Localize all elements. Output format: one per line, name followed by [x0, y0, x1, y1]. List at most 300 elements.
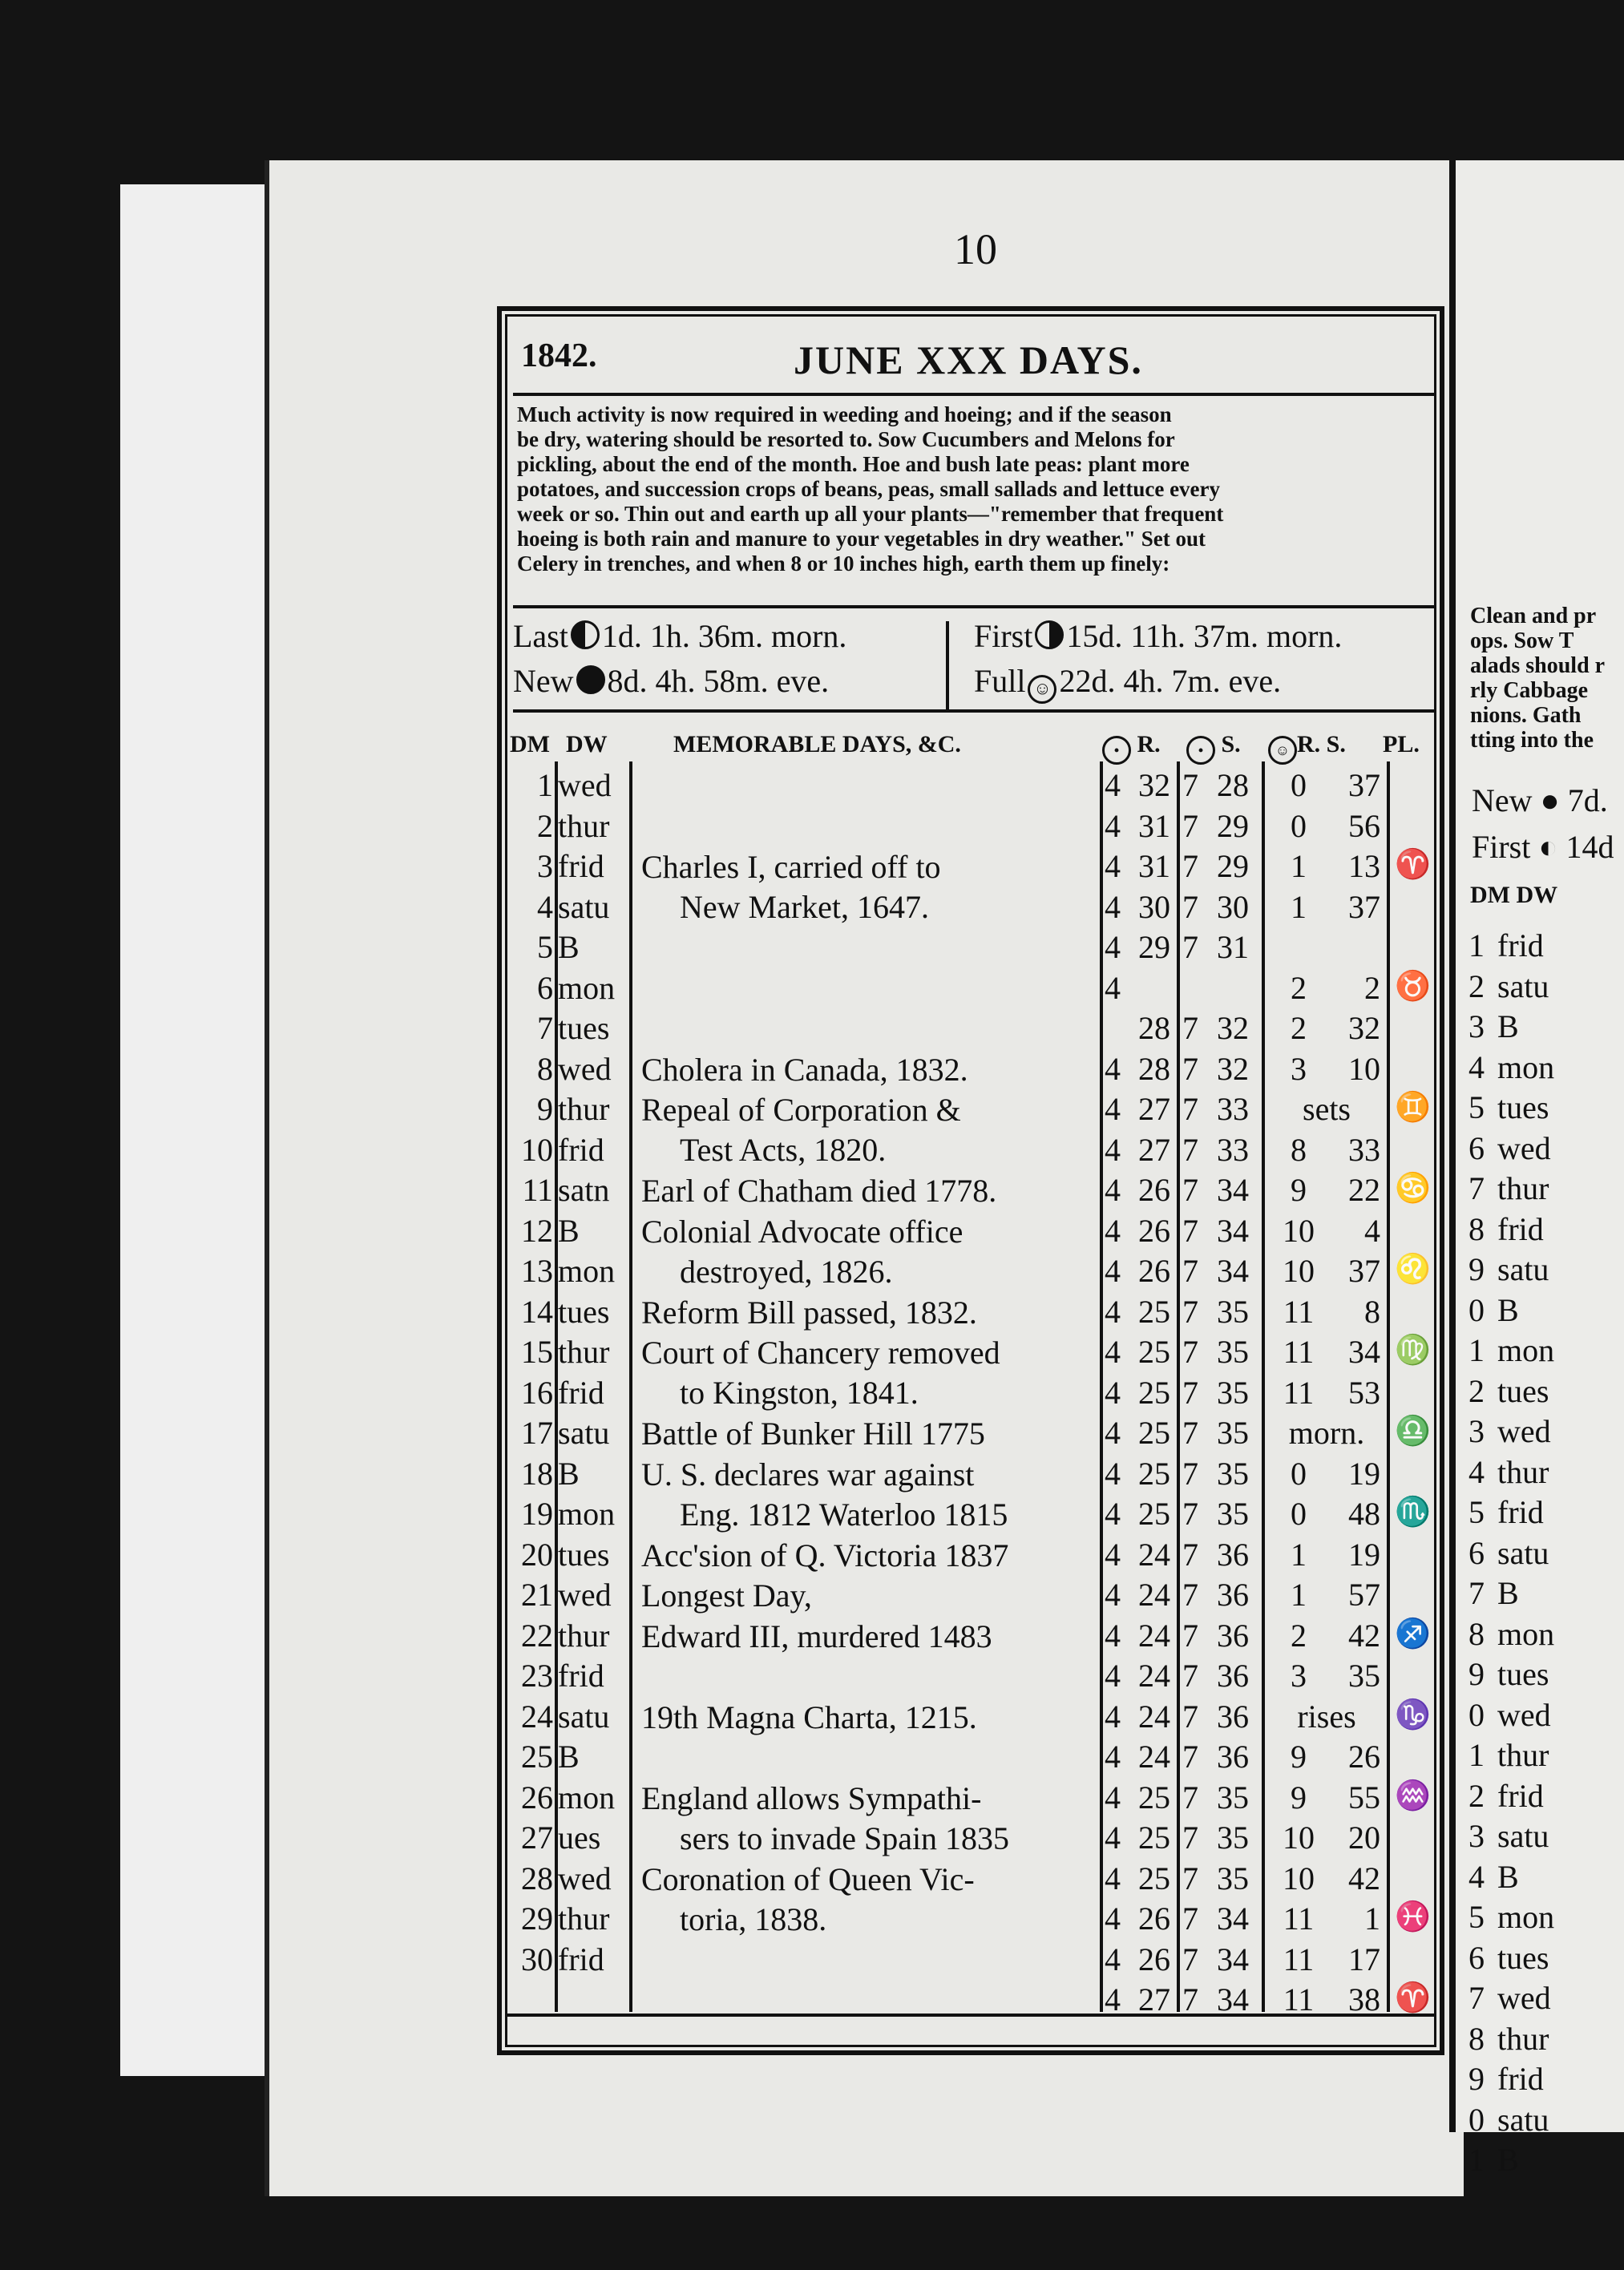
cell-rh: 4 [1105, 1536, 1121, 1573]
cell-sm: 29 [1217, 807, 1249, 844]
event-line: Acc'sion of Q. Victoria 1837 [641, 1537, 1009, 1573]
table-row [505, 807, 1435, 847]
moon-phases [513, 617, 1435, 713]
event-line: Test Acts, 1820. [680, 1132, 887, 1168]
col-header-dm: DM [510, 731, 550, 757]
memorable-event [641, 1212, 1098, 1292]
new-moon-icon [576, 665, 605, 694]
cell-rh: 4 [1105, 1941, 1121, 1977]
cell-rh: 4 [1105, 807, 1121, 844]
right-cell-dw: B [1497, 1008, 1519, 1044]
cell-sm: 31 [1217, 929, 1249, 965]
event-line: Battle of Bunker Hill 1775 [641, 1416, 985, 1452]
right-cell-dw: B [1497, 1575, 1519, 1611]
cell-mh: 9 [1291, 1172, 1307, 1208]
cell-pl: ♈ [1395, 1981, 1431, 2014]
cell-dm: 22 [521, 1617, 553, 1654]
gardening-intro [517, 402, 1431, 576]
memorable-event [641, 1414, 1098, 1454]
cell-sh: 7 [1182, 1698, 1198, 1735]
cell-sh: 7 [1182, 1577, 1198, 1613]
right-cell-dm: 1 [1468, 1737, 1485, 1773]
right-cell-dm: 7 [1468, 1575, 1485, 1611]
cell-dm: 6 [537, 969, 553, 1006]
cell-sm: 36 [1217, 1739, 1249, 1775]
cell-dw: thur [558, 1334, 610, 1370]
right-cell-dm: 0 [1468, 2101, 1485, 2138]
cell-rm: 25 [1138, 1334, 1170, 1370]
cell-mm: 1 [1364, 1900, 1380, 1937]
memorable-event [641, 847, 1098, 927]
event-line: New Market, 1647. [680, 889, 930, 925]
col-header-dw: DW [566, 731, 608, 757]
cell-pl: ♉ [1395, 969, 1431, 1002]
event-line: U. S. declares war against [641, 1456, 975, 1492]
right-cell-dw: frid [1497, 1210, 1544, 1247]
table-row [505, 969, 1435, 1009]
right-cell-dw: satu [1497, 1818, 1549, 1854]
cell-sm: 35 [1217, 1860, 1249, 1896]
cell-mh: 10 [1283, 1253, 1315, 1289]
cell-mm: 48 [1348, 1496, 1380, 1532]
memorable-event [641, 1779, 1098, 1859]
cell-sh: 7 [1182, 1617, 1198, 1654]
cell-dm: 20 [521, 1536, 553, 1573]
page-number: 10 [954, 225, 997, 273]
cell-mm: 10 [1348, 1050, 1380, 1087]
cell-sh: 7 [1182, 807, 1198, 844]
cell-dw: tues [558, 1293, 610, 1330]
right-cell-dw: mon [1497, 1332, 1555, 1368]
intro-line: Much activity is now required in weeding and hoeing; and if the season [517, 402, 1172, 426]
cell-dm: 9 [537, 1091, 553, 1127]
cell-dw: B [558, 1212, 580, 1249]
cell-moon-event: morn. [1288, 1415, 1365, 1451]
cell-rh: 4 [1105, 1900, 1121, 1937]
right-cell-dm: 2 [1468, 967, 1485, 1004]
cell-dm: 21 [521, 1577, 553, 1613]
cell-mh: 10 [1283, 1820, 1315, 1856]
cell-sm: 29 [1217, 848, 1249, 884]
cell-mh: 11 [1283, 1941, 1315, 1977]
cell-sm: 36 [1217, 1658, 1249, 1694]
cell-rh: 4 [1105, 1860, 1121, 1896]
cell-dm: 2 [537, 807, 553, 844]
cell-sh: 7 [1182, 1212, 1198, 1249]
cell-mm: 33 [1348, 1131, 1380, 1168]
table-row [505, 766, 1435, 806]
cell-rm: 25 [1138, 1415, 1170, 1451]
event-line: Eng. 1812 Waterloo 1815 [680, 1496, 1008, 1533]
cell-mh: 3 [1291, 1050, 1307, 1087]
cell-rh: 4 [1105, 1779, 1121, 1816]
cell-dw: wed [558, 767, 612, 803]
cell-sh: 7 [1182, 1941, 1198, 1977]
cell-mm: 13 [1348, 848, 1380, 884]
cell-sm: 36 [1217, 1536, 1249, 1573]
cell-rh: 4 [1105, 1981, 1121, 2018]
cell-sh: 7 [1182, 1658, 1198, 1694]
phase-last-text: 1d. 1h. 36m. morn. [601, 618, 847, 654]
cell-mh: 1 [1291, 1536, 1307, 1573]
cell-rm: 28 [1138, 1010, 1170, 1046]
cell-dm: 26 [521, 1779, 553, 1816]
cell-dm: 28 [521, 1860, 553, 1896]
cell-mm: 19 [1348, 1536, 1380, 1573]
cell-dw: satu [558, 888, 610, 925]
right-cell-dm: 3 [1468, 1413, 1485, 1449]
cell-rm: 24 [1138, 1536, 1170, 1573]
cell-dm: 19 [521, 1496, 553, 1532]
cell-sh: 7 [1182, 1860, 1198, 1896]
cell-dm: 7 [537, 1010, 553, 1046]
cell-sm: 34 [1217, 1212, 1249, 1249]
cell-dm: 23 [521, 1658, 553, 1694]
cell-rm: 25 [1138, 1455, 1170, 1492]
right-cell-dm: 0 [1468, 1291, 1485, 1328]
table-row [505, 1941, 1435, 1981]
cell-sm: 35 [1217, 1496, 1249, 1532]
cell-sm: 32 [1217, 1050, 1249, 1087]
cell-dm: 3 [537, 848, 553, 884]
cell-pl: ♋ [1395, 1172, 1431, 1204]
cell-rh: 4 [1105, 1172, 1121, 1208]
right-cell-dw: satu [1497, 1534, 1549, 1571]
right-cell-dm: 5 [1468, 1494, 1485, 1530]
cell-mm: 8 [1364, 1293, 1380, 1330]
cell-mm: 38 [1348, 1981, 1380, 2018]
event-line: Cholera in Canada, 1832. [641, 1051, 968, 1088]
cell-mh: 3 [1291, 1658, 1307, 1694]
cell-mh: 10 [1283, 1860, 1315, 1896]
cell-sh: 7 [1182, 1334, 1198, 1370]
cell-rm: 25 [1138, 1374, 1170, 1411]
cell-mh: 1 [1291, 1577, 1307, 1613]
cell-sh: 7 [1182, 1820, 1198, 1856]
cell-pl: ♐ [1395, 1617, 1431, 1650]
cell-sm: 36 [1217, 1617, 1249, 1654]
cell-rh: 4 [1105, 929, 1121, 965]
event-line: destroyed, 1826. [680, 1253, 893, 1290]
right-cell-dw: tues [1497, 1656, 1549, 1692]
cell-sh: 7 [1182, 1779, 1198, 1816]
event-line: Repeal of Corporation & [641, 1092, 961, 1128]
cell-mm: 4 [1364, 1212, 1380, 1249]
cell-dm: 10 [521, 1131, 553, 1168]
cell-sh: 7 [1182, 1050, 1198, 1087]
cell-rm: 24 [1138, 1617, 1170, 1654]
cell-mm: 53 [1348, 1374, 1380, 1411]
right-cell-dm: 7 [1468, 1980, 1485, 2016]
right-cell-dm: 5 [1468, 1089, 1485, 1125]
cell-dw: mon [558, 1779, 616, 1816]
right-cell-dw: satu [1497, 2101, 1549, 2138]
cell-mh: 0 [1291, 807, 1307, 844]
cell-dw: thur [558, 1617, 610, 1654]
cell-sh: 7 [1182, 929, 1198, 965]
cell-rh: 4 [1105, 1415, 1121, 1451]
cell-sm: 35 [1217, 1293, 1249, 1330]
cell-mm: 22 [1348, 1172, 1380, 1208]
cell-dm: 13 [521, 1253, 553, 1289]
memorable-event [641, 1617, 1098, 1657]
phases-rule [513, 709, 1435, 713]
right-intro-line: Clean and pr [1470, 604, 1597, 628]
memorable-event [641, 1698, 1098, 1738]
sun-icon: • [1102, 736, 1131, 765]
cell-rh: 4 [1105, 1253, 1121, 1289]
cell-rh: 4 [1105, 1617, 1121, 1654]
cell-rh: 4 [1105, 1050, 1121, 1087]
cell-pl: ♎ [1395, 1415, 1431, 1447]
cell-rm: 28 [1138, 1050, 1170, 1087]
cell-sh: 7 [1182, 1739, 1198, 1775]
cell-rm: 26 [1138, 1941, 1170, 1977]
cell-rm: 25 [1138, 1293, 1170, 1330]
cell-sm: 34 [1217, 1941, 1249, 1977]
cell-sm: 34 [1217, 1253, 1249, 1289]
cell-rh: 4 [1105, 1091, 1121, 1127]
cell-dw: mon [558, 1496, 616, 1532]
cell-sm: 33 [1217, 1131, 1249, 1168]
cell-dw: B [558, 1739, 580, 1775]
cell-rm: 29 [1138, 929, 1170, 965]
cell-sm: 35 [1217, 1415, 1249, 1451]
right-page-phases [1472, 778, 1614, 870]
cell-rh: 4 [1105, 1455, 1121, 1492]
cell-dw: mon [558, 1253, 616, 1289]
cell-mm: 34 [1348, 1334, 1380, 1370]
cell-sh: 7 [1182, 1253, 1198, 1289]
cell-rm: 24 [1138, 1577, 1170, 1613]
phase-last-label: Last [513, 618, 568, 654]
cell-mh: 11 [1283, 1900, 1315, 1937]
cell-rm: 26 [1138, 1172, 1170, 1208]
cell-mm: 42 [1348, 1617, 1380, 1654]
right-phase-line: New ● 7d. [1472, 782, 1608, 818]
cell-mh: 0 [1291, 767, 1307, 803]
cell-sh: 7 [1182, 1131, 1198, 1168]
intro-line: week or so. Thin out and earth up all your plants—"remember that frequent [517, 502, 1224, 526]
right-cell-dw: B [1497, 1858, 1519, 1895]
right-cell-dw: B [1497, 1291, 1519, 1328]
cell-dw: thur [558, 1900, 610, 1937]
cell-dw: wed [558, 1860, 612, 1896]
event-line: Charles I, carried off to [641, 849, 941, 885]
intro-line: potatoes, and succession crops of beans, peas, small sallads and lettuce every [517, 477, 1221, 501]
cell-sm: 32 [1217, 1010, 1249, 1046]
col-header-planet: PL. [1383, 731, 1420, 757]
cell-sh: 7 [1182, 848, 1198, 884]
cell-dw: frid [558, 1941, 604, 1977]
right-cell-dm: 9 [1468, 1251, 1485, 1287]
right-cell-dw: tues [1497, 1372, 1549, 1409]
right-cell-dw: thur [1497, 1453, 1549, 1490]
cell-mm: 2 [1364, 969, 1380, 1006]
right-cell-dw: satu [1497, 967, 1549, 1004]
phase-new-label: New [513, 663, 574, 699]
table-row [505, 928, 1435, 968]
right-intro-line: rly Cabbage [1470, 678, 1588, 703]
cell-rm: 31 [1138, 807, 1170, 844]
cell-dm: 18 [521, 1455, 553, 1492]
right-cell-dw: wed [1497, 1696, 1551, 1733]
cell-sm: 36 [1217, 1577, 1249, 1613]
event-line: sers to invade Spain 1835 [680, 1820, 1010, 1856]
right-cell-dm: 8 [1468, 1615, 1485, 1652]
cell-dw: frid [558, 1374, 604, 1411]
cell-sh: 7 [1182, 1455, 1198, 1492]
cell-dw: frid [558, 848, 604, 884]
cell-rm: 25 [1138, 1496, 1170, 1532]
phase-full-text: 22d. 4h. 7m. eve. [1059, 663, 1282, 699]
right-cell-dm: 2 [1468, 1372, 1485, 1409]
event-line: Earl of Chatham died 1778. [641, 1173, 997, 1209]
col-header-sunrise-label: R. [1137, 731, 1161, 757]
first-quarter-icon [1035, 620, 1064, 649]
cell-rh: 4 [1105, 1496, 1121, 1532]
right-cell-dw: thur [1497, 2020, 1549, 2057]
memorable-event [641, 1333, 1098, 1413]
event-line: England allows Sympathi- [641, 1779, 982, 1816]
cell-dw: wed [558, 1577, 612, 1613]
right-cell-dm: 1 [1468, 1332, 1485, 1368]
memorable-event [641, 1293, 1098, 1333]
cell-dm: 14 [521, 1293, 553, 1330]
cell-rm: 26 [1138, 1253, 1170, 1289]
cell-dm: 15 [521, 1334, 553, 1370]
cell-mm: 55 [1348, 1779, 1380, 1816]
right-cell-dw: satu [1497, 1251, 1549, 1287]
cell-pl: ♒ [1395, 1779, 1431, 1812]
cell-pl: ♓ [1395, 1900, 1431, 1933]
right-page-intro [1470, 604, 1605, 753]
right-cell-dm: 5 [1468, 1899, 1485, 1935]
cell-sm: 30 [1217, 888, 1249, 925]
cell-mm: 56 [1348, 807, 1380, 844]
cell-dm: 24 [521, 1698, 553, 1735]
cell-sm: 35 [1217, 1374, 1249, 1411]
cell-sh: 7 [1182, 888, 1198, 925]
cell-sm: 34 [1217, 1900, 1249, 1937]
cell-sh: 7 [1182, 1293, 1198, 1330]
right-cell-dm: 4 [1468, 1453, 1485, 1490]
right-cell-dm: 3 [1468, 1818, 1485, 1854]
cell-rh: 4 [1105, 1698, 1121, 1735]
cell-sm: 34 [1217, 1981, 1249, 2018]
cell-rh: 4 [1105, 1658, 1121, 1694]
memorable-event [641, 1050, 1098, 1090]
month-title: JUNE XXX DAYS. [794, 337, 1143, 382]
cell-pl: ♊ [1395, 1091, 1431, 1123]
cell-rh: 4 [1105, 1212, 1121, 1249]
cell-dm: 29 [521, 1900, 553, 1937]
cell-dw: wed [558, 1050, 612, 1087]
cell-dw: B [558, 929, 580, 965]
right-cell-dw: frid [1497, 1494, 1544, 1530]
cell-sh: 7 [1182, 1374, 1198, 1411]
right-intro-line: ops. Sow T [1470, 628, 1574, 653]
phases-divider [946, 621, 949, 709]
cell-pl: ♑ [1395, 1698, 1431, 1731]
phase-last [513, 617, 846, 655]
phase-full [974, 662, 1281, 704]
cell-dm: 27 [521, 1820, 553, 1856]
cell-dw: tues [558, 1536, 610, 1573]
cell-dm: 30 [521, 1941, 553, 1977]
right-cell-dm: 4 [1468, 1048, 1485, 1085]
cell-mh: 11 [1283, 1981, 1315, 2018]
cell-sh: 7 [1182, 1172, 1198, 1208]
cell-sm: 35 [1217, 1779, 1249, 1816]
cell-dw: thur [558, 807, 610, 844]
table-row [505, 1009, 1435, 1049]
cell-rm: 24 [1138, 1658, 1170, 1694]
cell-moon-event: sets [1303, 1091, 1351, 1127]
right-cell-dw: tues [1497, 1089, 1549, 1125]
cell-sm: 34 [1217, 1172, 1249, 1208]
cell-mm: 26 [1348, 1739, 1380, 1775]
cell-rh: 4 [1105, 969, 1121, 1006]
event-line: Coronation of Queen Vic- [641, 1860, 975, 1897]
memorable-event [641, 1455, 1098, 1535]
right-cell-dw: frid [1497, 1777, 1544, 1814]
cell-dw: satu [558, 1415, 610, 1451]
event-line: Colonial Advocate office [641, 1213, 963, 1250]
cell-dw: B [558, 1455, 580, 1492]
intro-line: pickling, about the end of the month. Hoe and bush late peas: plant more [517, 452, 1190, 476]
col-header-moon-label: R. S. [1297, 731, 1346, 757]
phase-first-label: First [974, 618, 1033, 654]
cell-sm: 35 [1217, 1820, 1249, 1856]
right-intro-line: alads should r [1470, 653, 1606, 678]
event-line: Longest Day, [641, 1577, 812, 1614]
cell-mh: 0 [1291, 1496, 1307, 1532]
cell-dw: satn [558, 1172, 610, 1208]
cell-rh: 4 [1105, 1820, 1121, 1856]
right-cell-dm: 6 [1468, 1534, 1485, 1571]
table-row [505, 1981, 1435, 2021]
cell-pl: ♈ [1395, 848, 1431, 880]
right-cell-dw: thur [1497, 1170, 1549, 1206]
right-cell-dm: 2 [1468, 1777, 1485, 1814]
cell-sh: 7 [1182, 1415, 1198, 1451]
cell-pl: ♍ [1395, 1334, 1431, 1366]
intro-rule [513, 605, 1435, 608]
cell-rh: 4 [1105, 767, 1121, 803]
right-cell-dm: 6 [1468, 1129, 1485, 1166]
memorable-event [641, 1536, 1098, 1576]
cell-sh: 7 [1182, 1496, 1198, 1532]
cell-dw: frid [558, 1131, 604, 1168]
memorable-event [641, 1171, 1098, 1211]
cell-sh: 7 [1182, 1981, 1198, 2018]
phase-new-text: 8d. 4h. 58m. eve. [607, 663, 830, 699]
cell-sh: 7 [1182, 1010, 1198, 1046]
event-line: Reform Bill passed, 1832. [641, 1294, 977, 1331]
right-cell-dw: mon [1497, 1899, 1555, 1935]
col-header-sunrise [1102, 731, 1161, 765]
cell-mm: 20 [1348, 1820, 1380, 1856]
cell-rh: 4 [1105, 848, 1121, 884]
cell-mm: 37 [1348, 888, 1380, 925]
cell-rm: 32 [1138, 767, 1170, 803]
right-page-fragment [1449, 160, 1624, 2178]
last-quarter-icon [571, 620, 600, 649]
table-row [505, 1657, 1435, 1697]
intro-line: be dry, watering should be resorted to. Sow Cucumbers and Melons for [517, 427, 1175, 451]
cell-mm: 32 [1348, 1010, 1380, 1046]
